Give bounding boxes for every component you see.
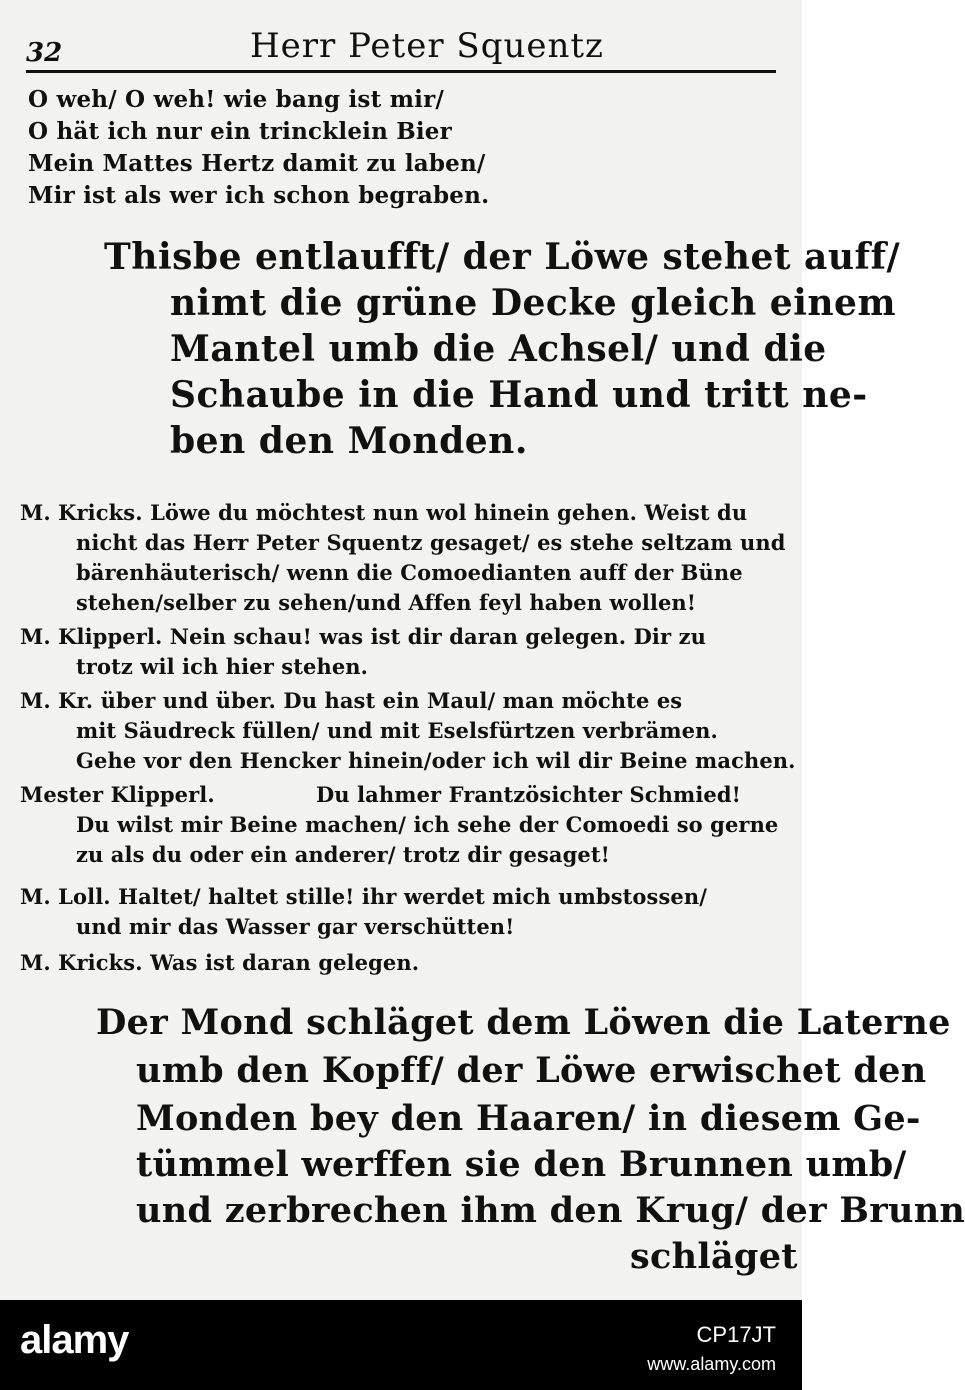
speech-text: Nein schau! was ist dir daran gelegen. Dir zu bbox=[169, 624, 706, 649]
speaker-name: M. Kricks. bbox=[20, 950, 143, 975]
dialogue-line bbox=[20, 884, 707, 909]
running-title: Herr Peter Squentz bbox=[250, 26, 604, 66]
speech-text: Löwe du möchtest nun wol hinein gehen. Weist du bbox=[150, 500, 748, 525]
speech-line: Du lahmer Frantzösichter Schmied! bbox=[316, 782, 741, 807]
speaker-name: M. Loll. bbox=[20, 884, 111, 909]
stage-direction-line: und zerbrechen ihm den Krug/ der Brunn bbox=[136, 1190, 965, 1231]
speech-line: nicht das Herr Peter Squentz gesaget/ es stehe seltzam und bbox=[76, 530, 786, 555]
speech-line: stehen/selber zu sehen/und Affen feyl haben wollen! bbox=[76, 590, 697, 615]
stage-direction-line: Thisbe entlaufft/ der Löwe stehet auff/ bbox=[104, 236, 901, 278]
speech-line: mit Säudreck füllen/ und mit Eselsfürtzen verbrämen. bbox=[76, 718, 718, 743]
stage-direction-line: Schaube in die Hand und tritt ne- bbox=[170, 374, 868, 416]
stage-direction-line: Mantel umb die Achsel/ und die bbox=[170, 328, 827, 370]
speech-text: über und über. Du hast ein Maul/ man möchte es bbox=[100, 688, 683, 713]
dialogue-line bbox=[20, 624, 706, 649]
verse-line: Mein Mattes Hertz damit zu laben/ bbox=[28, 150, 486, 177]
verse-line: Mir ist als wer ich schon begraben. bbox=[28, 182, 490, 209]
verse-line: O weh/ O weh! wie bang ist mir/ bbox=[28, 86, 444, 113]
stock-url: www.alamy.com bbox=[647, 1354, 776, 1374]
stage-direction-line: ben den Monden. bbox=[170, 420, 528, 462]
stage-direction-line: nimt die grüne Decke gleich einem bbox=[170, 282, 897, 324]
dialogue-line bbox=[20, 688, 682, 713]
stock-logo: alamy bbox=[20, 1318, 129, 1362]
dialogue-line bbox=[20, 782, 215, 807]
speaker-name: M. Klipperl. bbox=[20, 624, 163, 649]
stage-direction-line: Der Mond schläget dem Löwen die Laterne bbox=[96, 1002, 951, 1043]
stage-direction-line: Monden bey den Haaren/ in diesem Ge- bbox=[136, 1098, 921, 1139]
speech-line: Gehe vor den Hencker hinein/oder ich wil dir Beine machen. bbox=[76, 748, 796, 773]
speaker-name: M. Kr. bbox=[20, 688, 94, 713]
speech-line: Du wilst mir Beine machen/ ich sehe der Comoedi so gerne bbox=[76, 812, 779, 837]
speech-text: Was ist daran gelegen. bbox=[150, 950, 420, 975]
speaker-name: Mester Klipperl. bbox=[20, 782, 215, 807]
speech-line: bärenhäuterisch/ wenn die Comoedianten auff der Büne bbox=[76, 560, 743, 585]
page-number: 32 bbox=[26, 38, 63, 68]
stock-image-id: CP17JT bbox=[696, 1322, 776, 1347]
dialogue-line bbox=[20, 950, 419, 975]
stage-direction-line: umb den Kopff/ der Löwe erwischet den bbox=[136, 1050, 927, 1091]
dialogue-line bbox=[20, 500, 747, 525]
stage-direction-line: tümmel werffen sie den Brunnen umb/ bbox=[136, 1144, 907, 1185]
header-rule bbox=[26, 70, 776, 73]
speech-text: Haltet/ haltet stille! ihr werdet mich umbstossen/ bbox=[118, 884, 707, 909]
stage-direction-catchword: schläget bbox=[630, 1236, 798, 1277]
speaker-name: M. Kricks. bbox=[20, 500, 143, 525]
speech-line: zu als du oder ein anderer/ trotz dir gesaget! bbox=[76, 842, 610, 867]
speech-line: und mir das Wasser gar verschütten! bbox=[76, 914, 515, 939]
speech-line: trotz wil ich hier stehen. bbox=[76, 654, 369, 679]
verse-line: O hät ich nur ein trincklein Bier bbox=[28, 118, 452, 145]
